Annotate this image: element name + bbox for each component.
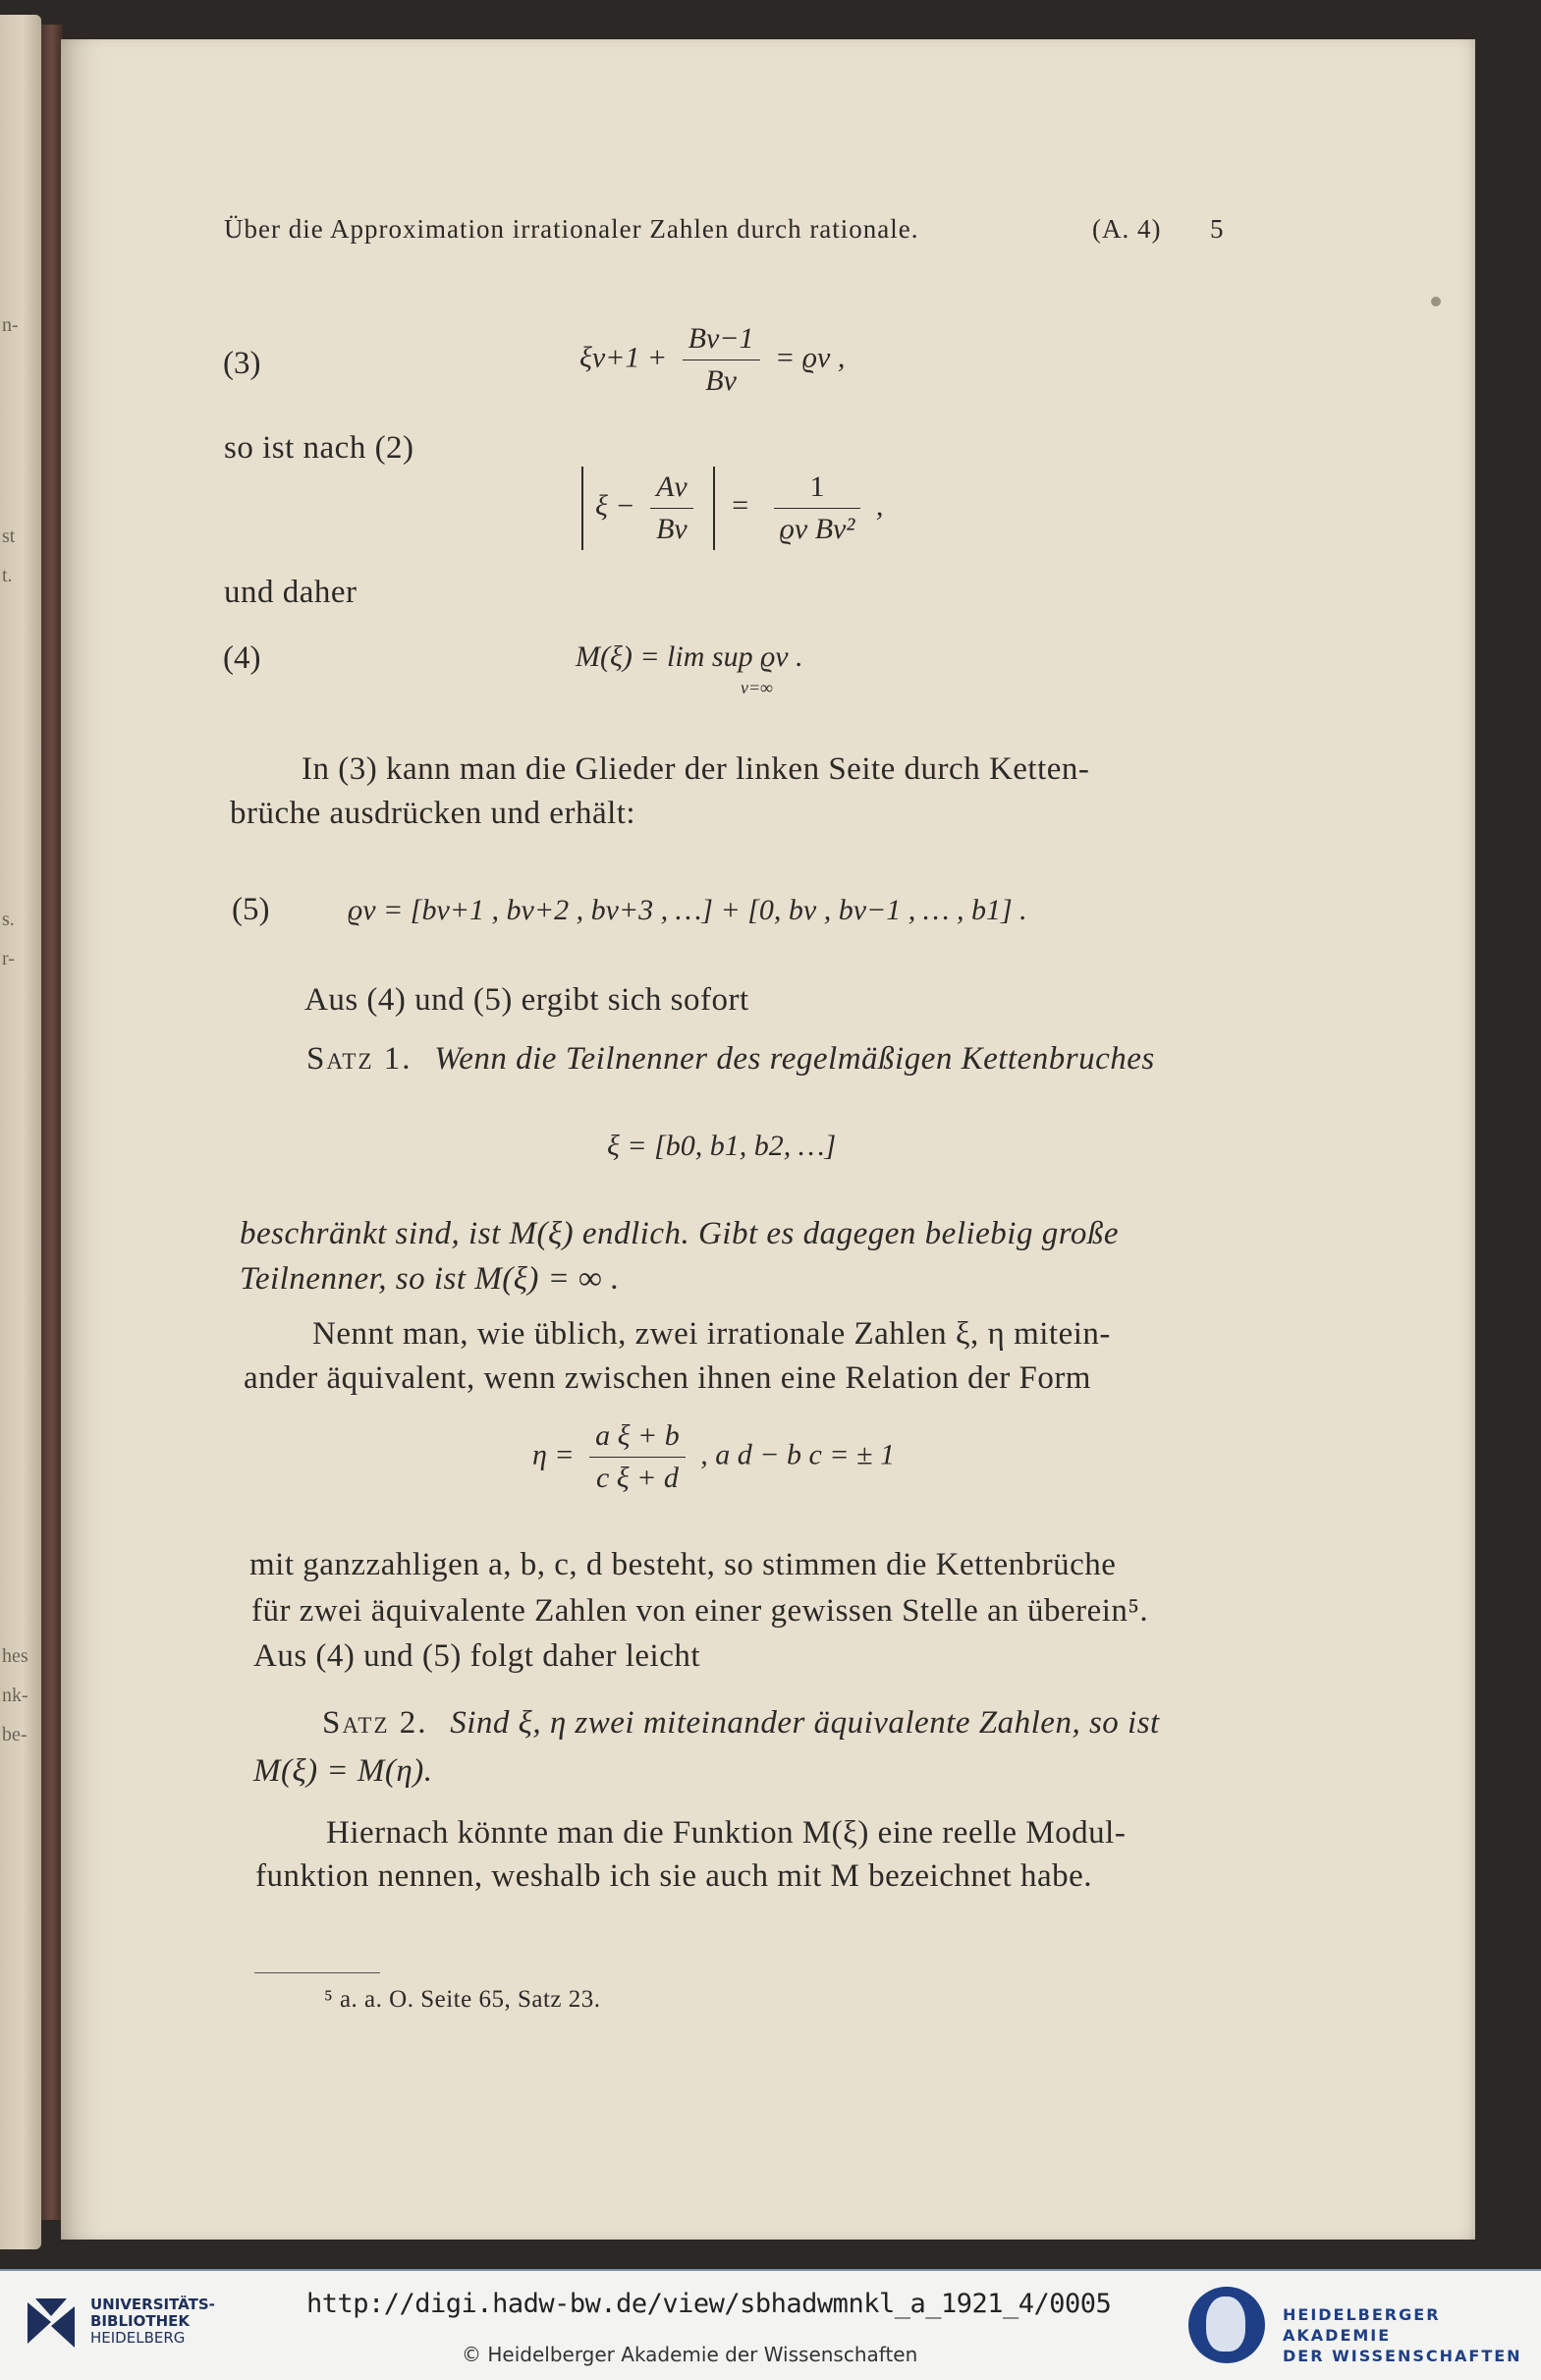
eq3-numerator: Bν−1 [683, 322, 760, 360]
theorem-2-text: Sind ξ, η zwei miteinander äquivalente Zahlen, so ist [450, 1705, 1160, 1741]
eq-abs-denominator: Bν [656, 513, 688, 545]
eta-lhs: η = [532, 1438, 575, 1471]
paper-speck [1431, 297, 1441, 306]
eq3-rhs: = ϱν , [775, 341, 846, 374]
margin-fragment: st [2, 526, 16, 547]
book-page [61, 39, 1475, 2240]
margin-fragment: s. [2, 909, 15, 930]
previous-page-edge [0, 15, 41, 2249]
viewer-footer [0, 2269, 1541, 2380]
theorem-2-line: M(ξ) = M(η). [253, 1753, 433, 1789]
eq-abs-numerator: Aν [650, 470, 693, 509]
theorem-1-equation: ξ = [b0, b1, b2, …] [607, 1130, 837, 1162]
academy-name [1283, 2304, 1541, 2366]
eq-abs-fraction [650, 470, 693, 546]
library-name [90, 2297, 215, 2347]
margin-fragment: be- [2, 1724, 28, 1745]
academy-seal-icon[interactable] [1188, 2287, 1265, 2363]
eq-abs-xi: ξ − [595, 489, 635, 523]
running-head: Über die Approximation irrationaler Zahlen durch rationale. [224, 214, 919, 244]
eq-abs-one: 1 [774, 470, 861, 509]
equation-number: (4) [223, 640, 261, 676]
paragraph-line: funktion nennen, weshalb ich sie auch mit M bezeichnet habe. [255, 1858, 1092, 1894]
theorem-1-line: Teilnenner, so ist M(ξ) = ∞ . [240, 1261, 620, 1297]
eta-fraction [589, 1419, 686, 1495]
academy-line: DER WISSENSCHAFTEN [1283, 2347, 1522, 2365]
section-ref: (A. 4) [1092, 214, 1162, 244]
theorem-1-line: beschränkt sind, ist M(ξ) endlich. Gibt es dagegen beliebig große [240, 1216, 1119, 1251]
library-line: BIBLIOTHEK [90, 2312, 190, 2330]
paragraph-line: ander äquivalent, wenn zwischen ihnen eine Relation der Form [244, 1360, 1091, 1396]
paragraph-line: Aus (4) und (5) ergibt sich sofort [304, 982, 749, 1018]
equation-number: (5) [232, 892, 270, 927]
library-line: UNIVERSITÄTS- [90, 2296, 215, 2313]
equation-number: (3) [223, 346, 261, 381]
paragraph-line: für zwei äquivalente Zahlen von einer gewissen Stelle an überein⁵. [251, 1593, 1149, 1629]
absolute-value [581, 467, 715, 550]
seal-portrait [1206, 2297, 1245, 2352]
library-line: HEIDELBERG [90, 2329, 186, 2347]
paragraph-line: In (3) kann man die Glieder der linken Seite durch Ketten- [302, 751, 1090, 787]
footnote: ⁵ a. a. O. Seite 65, Satz 23. [324, 1986, 601, 2013]
eq4-body: M(ξ) = lim sup ϱν . [576, 640, 803, 673]
page-number: 5 [1210, 214, 1225, 244]
eq4-limit-subscript: ν=∞ [741, 678, 773, 697]
theorem-1-heading: Satz 1. [306, 1041, 413, 1077]
equation-3 [579, 322, 845, 398]
margin-fragment: r- [2, 948, 15, 969]
eq-abs-comma: , [875, 489, 884, 523]
equation-4 [576, 640, 803, 674]
margin-fragment: t. [2, 565, 13, 586]
equation-5: ϱν = [bν+1 , bν+2 , bν+3 , …] + [0, bν , bν−1 , … , b1] . [348, 894, 1027, 926]
paragraph-line: mit ganzzahligen a, b, c, d besteht, so stimmen die Kettenbrüche [249, 1547, 1117, 1582]
text-line: und daher [224, 575, 358, 610]
eq-abs-equals: = [732, 489, 749, 523]
library-logo-icon[interactable] [22, 2293, 81, 2353]
eq-abs-rhs-denominator: ϱν Bν² [779, 513, 855, 545]
text-line: so ist nach (2) [224, 430, 414, 466]
eta-denominator: c ξ + d [595, 1462, 679, 1494]
margin-fragment: n- [2, 314, 19, 336]
eq3-lhs: ξν+1 + [579, 341, 668, 374]
paragraph-line: Hiernach könnte man die Funktion M(ξ) eine reelle Modul- [326, 1815, 1127, 1851]
equation-abs [581, 467, 883, 550]
eta-condition: , a d − b c = ± 1 [700, 1438, 896, 1471]
paragraph-line: Nennt man, wie üblich, zwei irrationale Zahlen ξ, η mitein- [312, 1316, 1111, 1352]
margin-fragment: nk- [2, 1685, 28, 1706]
theorem-1-line [306, 1041, 1155, 1078]
eq3-fraction [683, 322, 760, 398]
paragraph-line: brüche ausdrücken und erhält: [230, 796, 636, 831]
margin-fragment: hes [2, 1645, 28, 1667]
eta-numerator: a ξ + b [589, 1419, 686, 1458]
copyright-notice: © Heidelberger Akademie der Wissenschaften [462, 2343, 918, 2366]
academy-line: HEIDELBERGER AKADEMIE [1283, 2305, 1441, 2345]
paragraph-line: Aus (4) und (5) folgt daher leicht [253, 1638, 701, 1674]
permalink-url[interactable]: http://digi.hadw-bw.de/view/sbhadwmnkl_a_1921_4/0005 [306, 2289, 1112, 2319]
footnote-rule [254, 1972, 380, 1973]
book-spine [41, 25, 63, 2220]
equation-eta [532, 1419, 895, 1495]
theorem-1-text: Wenn die Teilnenner des regelmäßigen Kettenbruches [434, 1041, 1155, 1077]
eq3-denominator: Bν [705, 364, 737, 397]
eq-abs-rhs-fraction [774, 470, 861, 546]
theorem-2-heading: Satz 2. [322, 1705, 428, 1741]
theorem-2-line [322, 1705, 1160, 1742]
